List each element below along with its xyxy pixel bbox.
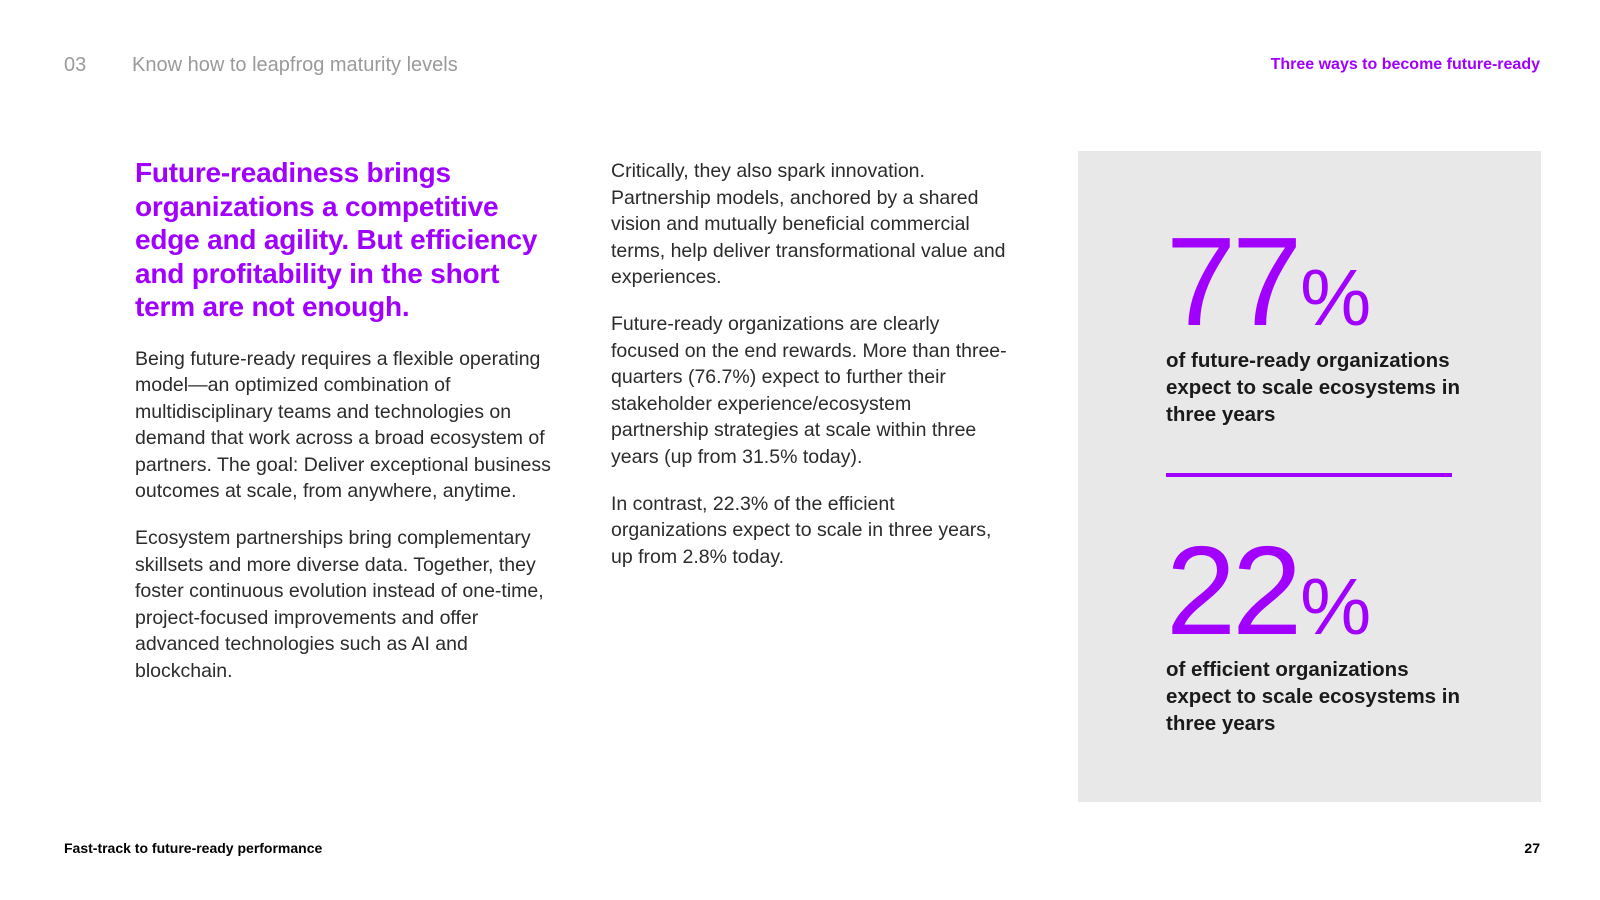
stat-digits: 77	[1166, 211, 1299, 352]
page-headline: Future-readiness brings organizations a competitive edge and agility. But efficiency and profitability in the short term are not enough.	[135, 157, 538, 322]
body-paragraph: Critically, they also spark innovation. Partnership models, anchored by a shared vision and mutually beneficial commercial terms, help deliver transformational value and experiences.	[611, 160, 1006, 289]
stat-future-ready	[1166, 211, 1466, 428]
stat-digits: 22	[1166, 520, 1299, 661]
section-title: Know how to leapfrog maturity levels	[132, 54, 458, 76]
body-paragraph: Being future-ready requires a flexible operating model—an optimized combination of multidisciplinary teams and technologies on demand that work across a broad ecosystem of partners. The goal: Deliver exceptional business outcomes at scale, from anywhere, anytime.	[135, 347, 551, 503]
stat-caption: of efficient organizations expect to scale ecosystems in three years	[1166, 658, 1460, 735]
left-column	[135, 156, 565, 705]
page-number: 27	[1524, 840, 1540, 856]
stat-caption: of future-ready organizations expect to scale ecosystems in three years	[1166, 349, 1460, 426]
stat-divider	[1166, 473, 1452, 477]
stat-percent-sign: %	[1300, 253, 1372, 342]
middle-column	[611, 156, 1011, 590]
stat-efficient	[1166, 520, 1466, 737]
stat-value	[1166, 211, 1466, 352]
body-paragraph: Future-ready organizations are clearly focused on the end rewards. More than three-quarters (76.7%) expect to further their stakeholder experience/ecosystem partnership strategies at scale within three years (up from 31.5% today).	[611, 312, 1007, 468]
stats-panel	[1078, 151, 1541, 802]
stat-value	[1166, 520, 1466, 661]
section-number: 03	[64, 54, 87, 76]
section-link[interactable]: Three ways to become future-ready	[1270, 56, 1540, 73]
stat-percent-sign: %	[1300, 562, 1372, 651]
body-paragraph: In contrast, 22.3% of the efficient organizations expect to scale in three years, up from 2.8% today.	[611, 492, 992, 568]
body-paragraph: Ecosystem partnerships bring complementary skillsets and more diverse data. Together, they foster continuous evolution instead of one-time, project-focused improvements and offer advanced technologies such as AI and blockchain.	[135, 527, 544, 683]
footer-report-title: Fast-track to future-ready performance	[64, 840, 323, 856]
